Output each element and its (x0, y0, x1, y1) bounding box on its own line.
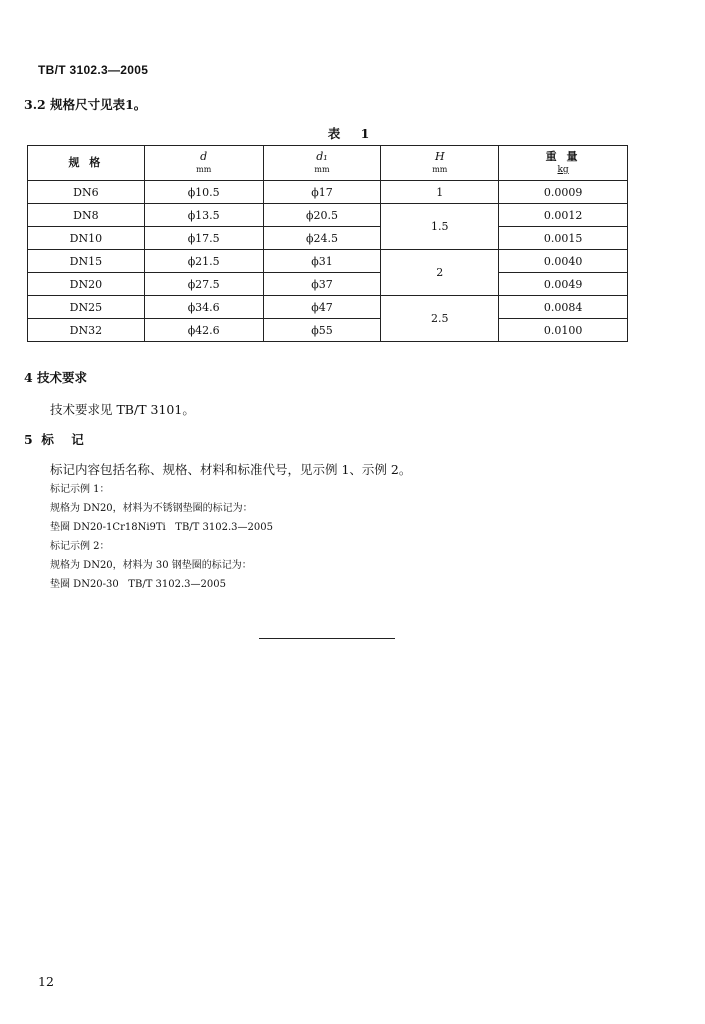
header-h-symbol: H (434, 150, 445, 163)
section-4-text: 技术要求见 TB/T 3101。 (50, 402, 195, 417)
cell-d1: ϕ17 (263, 181, 381, 204)
header-d (144, 146, 263, 181)
cell-d: ϕ13.5 (144, 204, 263, 227)
cell-d: ϕ34.6 (144, 296, 263, 319)
cell-weight: 0.0012 (499, 204, 628, 227)
header-d1-symbol: d₁ (316, 150, 328, 163)
page-number: 12 (38, 974, 54, 989)
table-header-row (28, 146, 628, 181)
section-5-intro: 标记内容包括名称、规格、材料和标准代号，见示例 1、示例 2。 (50, 462, 412, 477)
section-3-2-heading: 3.2 规格尺寸见表1。 (24, 97, 147, 112)
table-row (28, 273, 628, 296)
cell-d1: ϕ55 (263, 319, 381, 342)
cell-d1: ϕ31 (263, 250, 381, 273)
cell-spec: DN32 (28, 319, 145, 342)
example-2-marking: 垫圈 DN20-30 TB/T 3102.3—2005 (50, 579, 226, 590)
example-1-description: 规格为 DN20，材料为不锈钢垫圈的标记为： (50, 503, 253, 514)
section-5-heading: 5 标 记 (24, 432, 84, 447)
cell-d: ϕ42.6 (144, 319, 263, 342)
cell-d: ϕ21.5 (144, 250, 263, 273)
table-caption: 表 1 (327, 126, 378, 141)
cell-h: 2.5 (381, 296, 499, 342)
section-4-heading: 4 技术要求 (24, 370, 88, 385)
table-row (28, 181, 628, 204)
header-h-unit: mm (432, 165, 448, 174)
header-d-unit: mm (196, 165, 212, 174)
header-weight-unit: kg (557, 165, 569, 175)
cell-d1: ϕ20.5 (263, 204, 381, 227)
cell-weight: 0.0009 (499, 181, 628, 204)
cell-h: 1.5 (381, 204, 499, 250)
example-2-label: 标记示例 2： (50, 541, 110, 552)
cell-spec: DN6 (28, 181, 145, 204)
header-d-symbol: d (200, 150, 208, 163)
table-row (28, 250, 628, 273)
cell-weight: 0.0015 (499, 227, 628, 250)
cell-spec: DN15 (28, 250, 145, 273)
table-row (28, 319, 628, 342)
end-rule (259, 638, 395, 639)
cell-d: ϕ17.5 (144, 227, 263, 250)
cell-spec: DN25 (28, 296, 145, 319)
cell-weight: 0.0040 (499, 250, 628, 273)
table-row (28, 227, 628, 250)
header-d1-unit: mm (314, 165, 330, 174)
cell-weight: 0.0100 (499, 319, 628, 342)
cell-h: 2 (381, 250, 499, 296)
header-weight-label: 重 量 (545, 150, 581, 163)
example-1-marking: 垫圈 DN20-1Cr18Ni9Ti TB/T 3102.3—2005 (50, 522, 273, 533)
cell-weight: 0.0049 (499, 273, 628, 296)
cell-spec: DN8 (28, 204, 145, 227)
header-d1 (263, 146, 381, 181)
cell-d: ϕ10.5 (144, 181, 263, 204)
cell-h: 1 (381, 181, 499, 204)
cell-d: ϕ27.5 (144, 273, 263, 296)
cell-d1: ϕ37 (263, 273, 381, 296)
header-spec: 规 格 (28, 146, 145, 181)
example-2-description: 规格为 DN20，材料为 30 钢垫圈的标记为： (50, 560, 252, 571)
header-h (381, 146, 499, 181)
example-1-label: 标记示例 1： (50, 484, 110, 495)
header-weight (499, 146, 628, 181)
cell-spec: DN20 (28, 273, 145, 296)
table-row (28, 204, 628, 227)
cell-spec: DN10 (28, 227, 145, 250)
table-row (28, 296, 628, 319)
cell-d1: ϕ47 (263, 296, 381, 319)
spec-table (27, 145, 628, 342)
standard-code-header: TB/T 3102.3—2005 (38, 63, 149, 77)
cell-d1: ϕ24.5 (263, 227, 381, 250)
cell-weight: 0.0084 (499, 296, 628, 319)
